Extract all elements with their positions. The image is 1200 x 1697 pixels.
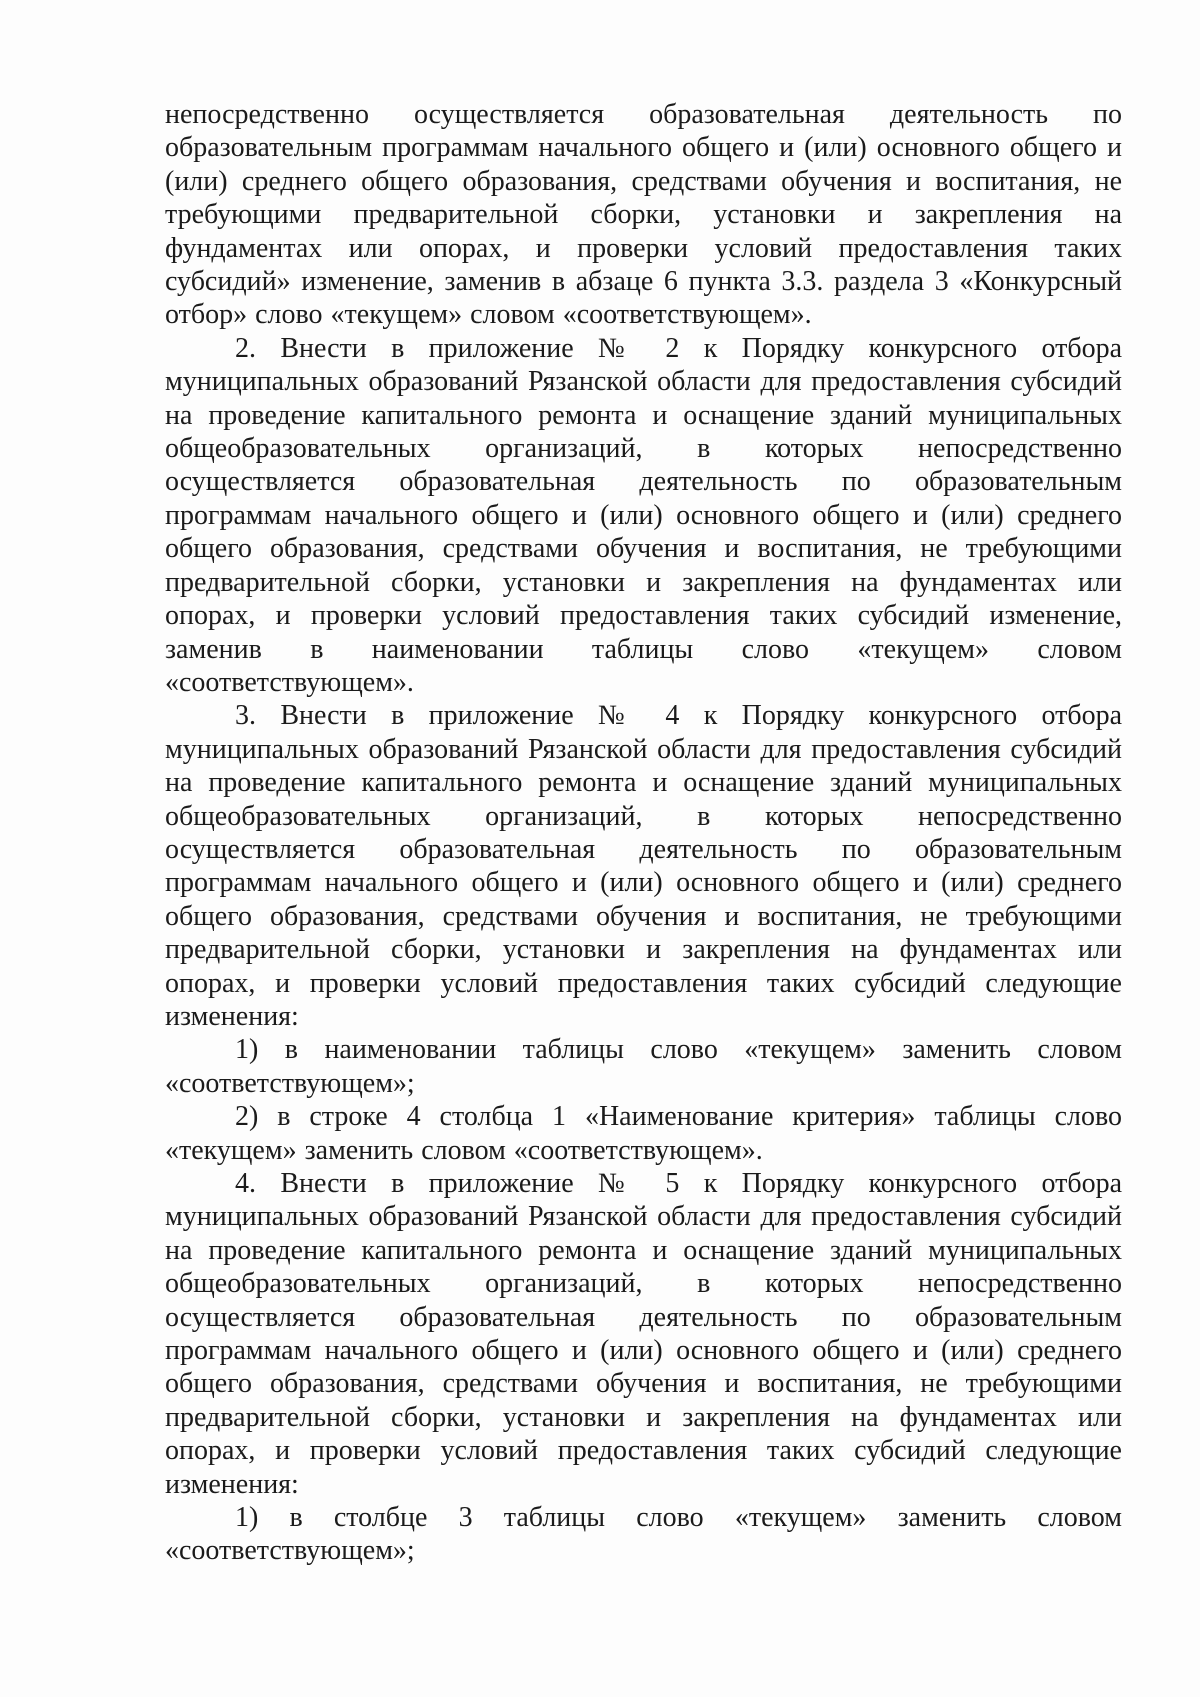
paragraph-continuation: непосредственно осуществляется образовательная деятельность по образовательным программам начального общего и (или) основного общего и (или) среднего общего образования, средствами обучения и воспитания, не требующими предварительной сборки, установки и закрепления на фундаментах или опорах, и проверки условий предоставления таких субсидий» изменение, заменив в абзаце 6 пункта 3.3. раздела 3 «Конкурсный отбор» слово «текущем» словом «соответствующем». bbox=[165, 99, 1122, 331]
paragraph-item-3: 3. Внести в приложение № 4 к Порядку конкурсного отбора муниципальных образований Рязанской области для предоставления субсидий на проведение капитального ремонта и оснащение зданий муниципальных общеобразовательных организаций, в которых непосредственно осуществляется образовательная деятельность по образовательным программам начального общего и (или) основного общего и (или) среднего общего образования, средствами обучения и воспитания, не требующими предварительной сборки, установки и закрепления на фундаментах или опорах, и проверки условий предоставления таких субсидий следующие изменения: bbox=[165, 700, 1122, 1032]
paragraph-subitem-3-1: 1) в наименовании таблицы слово «текущем» заменить словом «соответствующем»; bbox=[165, 1034, 1122, 1099]
paragraph-item-2: 2. Внести в приложение № 2 к Порядку конкурсного отбора муниципальных образований Рязанской области для предоставления субсидий на проведение капитального ремонта и оснащение зданий муниципальных общеобразовательных организаций, в которых непосредственно осуществляется образовательная деятельность по образовательным программам начального общего и (или) основного общего и (или) среднего общего образования, средствами обучения и воспитания, не требующими предварительной сборки, установки и закрепления на фундаментах или опорах, и проверки условий предоставления таких субсидий изменение, заменив в наименовании таблицы слово «текущем» словом «соответствующем». bbox=[165, 332, 1122, 698]
paragraph-subitem-4-1: 1) в столбце 3 таблицы слово «текущем» заменить словом «соответствующем»; bbox=[165, 1502, 1122, 1567]
paragraph-subitem-3-2: 2) в строке 4 столбца 1 «Наименование критерия» таблицы слово «текущем» заменить словом «соответствующем». bbox=[165, 1101, 1122, 1166]
document-body bbox=[165, 98, 1122, 1568]
paragraph-item-4: 4. Внести в приложение № 5 к Порядку конкурсного отбора муниципальных образований Рязанской области для предоставления субсидий на проведение капитального ремонта и оснащение зданий муниципальных общеобразовательных организаций, в которых непосредственно осуществляется образовательная деятельность по образовательным программам начального общего и (или) основного общего и (или) среднего общего образования, средствами обучения и воспитания, не требующими предварительной сборки, установки и закрепления на фундаментах или опорах, и проверки условий предоставления таких субсидий следующие изменения: bbox=[165, 1168, 1122, 1500]
